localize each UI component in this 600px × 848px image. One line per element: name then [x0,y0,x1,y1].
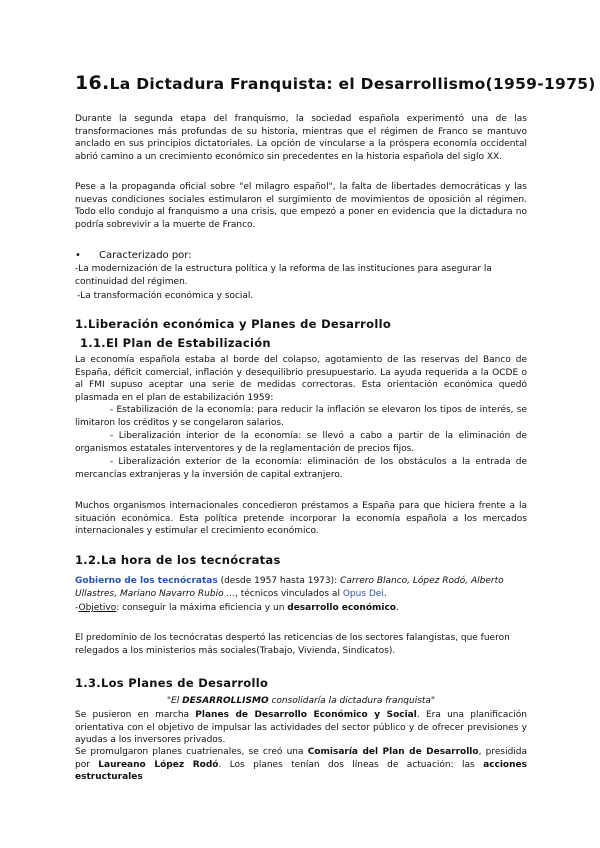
opus-dei-link[interactable]: Opus Dei [342,588,384,599]
section-1-heading: 1.Liberación económica y Planes de Desarrollo [75,317,392,331]
plans-p1-a: Se pusieron en marcha [75,710,196,720]
plans-p2-c: , presidida por [75,747,528,770]
plans-p2-d: Laureano López Rodó [98,759,219,770]
development-plans-paragraph-1 [75,709,527,747]
government-years: (desde 1957 hasta 1973): [217,576,341,586]
stabilization-item-2: - Liberalización interior de la economía: se llevó a cabo a partir de la eliminación de organismos estatales interventores y de la reglamentación de precios fijos. [75,431,527,454]
technocrats-government-link[interactable]: Gobierno de los tecnócratas [75,576,218,586]
period: . [383,588,387,599]
plans-p1-c: . Era una planificación orientativa con el objetivo de impulsar las actividades del sector público y de ofrecer previsiones y ayudas a los inversores privados. [75,710,527,745]
page-title [75,72,596,94]
section-1-1-heading: 1.1.El Plan de Estabilización [80,336,271,350]
section-1-1-paragraph: La economía española estaba al borde del colapso, agotamiento de las reservas del Banco de España, déficit comercial, inflación y desequilibrio presupuestario. La ayuda requerida a la OCDE o al FMI supuso aceptar una serie de medidas correctoras. Esta orientación económica quedó plasmada en el plan de estabilización 1959: [75,355,527,403]
technocrats-objective [75,602,527,615]
intro-paragraph-1: Durante la segunda etapa del franquismo, la sociedad española experimentó una de las transformaciones más profundas de su historia, mientras que el régimen de Franco se mantuvo anclado en sus principios dictatoriales. La opción de vincularse a la próspera economía occidental abrió camino a un crecimiento económico sin precedentes en la historia española del siglo XX. [75,114,527,162]
section-1-2-heading: 1.2.La hora de los tecnócratas [75,553,281,567]
stabilization-item-1: - Estabilización de la economía: para reducir la inflación se elevaron los tipos de interés, se limitaron los créditos y se congelaron salarios. [75,405,527,428]
objective-label: Objetivo [78,603,117,613]
plans-p2-a: Se promulgaron planes cuatrienales, se creó una [75,747,308,757]
title-number: 16. [75,72,110,94]
intro-paragraph-2: Pese a la propaganda oficial sobre "el milagro español", la falta de libertades democráticas y las nuevas condiciones sociales estimularon el surgimiento de movimientos de oposición al régimen. Todo ello condujo al franquismo a una crisis, que empezó a poner en evidencia que la dictadura no podría sobrevivir a la muerte de Franco. [75,182,527,230]
objective-bold: desarrollo económico [287,603,396,613]
bullet-icon: • [75,250,81,261]
government-tail: , técnicos vinculados al [235,588,343,599]
quote-rest: consolidaría la dictadura franquista" [268,696,436,706]
characterized-heading [75,250,192,261]
government-members: Carrero Blanco, López Rodó, Alberto Ullastres, Mariano Navarro Rubio ... [75,576,504,599]
section-1-3-heading: 1.3.Los Planes de Desarrollo [75,676,269,690]
characterized-item-2: -La transformación económica y social. [77,291,254,301]
plans-p2-f: acciones estructurales [75,759,527,782]
objective-dash: - [75,603,79,613]
objective-text: : conseguir la máxima eficiencia y un [116,603,288,613]
objective-end: . [395,603,399,613]
title-text: La Dictadura Franquista: el Desarrollismo(1959-1975) [109,75,596,93]
technocrats-government-paragraph [75,575,527,600]
quote-bold: DESARROLLISMO [182,696,269,706]
development-quote [75,695,527,708]
plans-p2-b: Comisaría del Plan de Desarrollo [307,747,479,757]
development-plans-paragraph-2 [75,746,527,784]
section-1-1-paragraph-2: Muchos organismos internacionales concedieron préstamos a España para que hiciera frente a la situación económica. Esta política pretende incorporar la economía española a los mercados internacionales y estimular el crecimiento económico. [75,501,527,536]
plans-p2-e: . Los planes tenían dos líneas de actuación: las [218,759,484,770]
stabilization-item-3: - Liberalización exterior de la economía: eliminación de los obstáculos a la entrada de mercancías extranjeras y la inversión de capital extranjero. [75,457,527,480]
technocrats-paragraph-2: El predominio de los tecnócratas despertó las reticencias de los sectores falangistas, que fueron relegados a los ministerios más sociales(Trabajo, Vivienda, Sindicatos). [75,633,510,656]
quote-open: "El [166,696,183,706]
plans-p1-b: Planes de Desarrollo Económico y Social [195,710,417,720]
characterized-label: Caracterizado por: [99,250,192,261]
characterized-item-1: -La modernización de la estructura política y la reforma de las instituciones para asegurar la continuidad del régimen. [75,264,492,287]
